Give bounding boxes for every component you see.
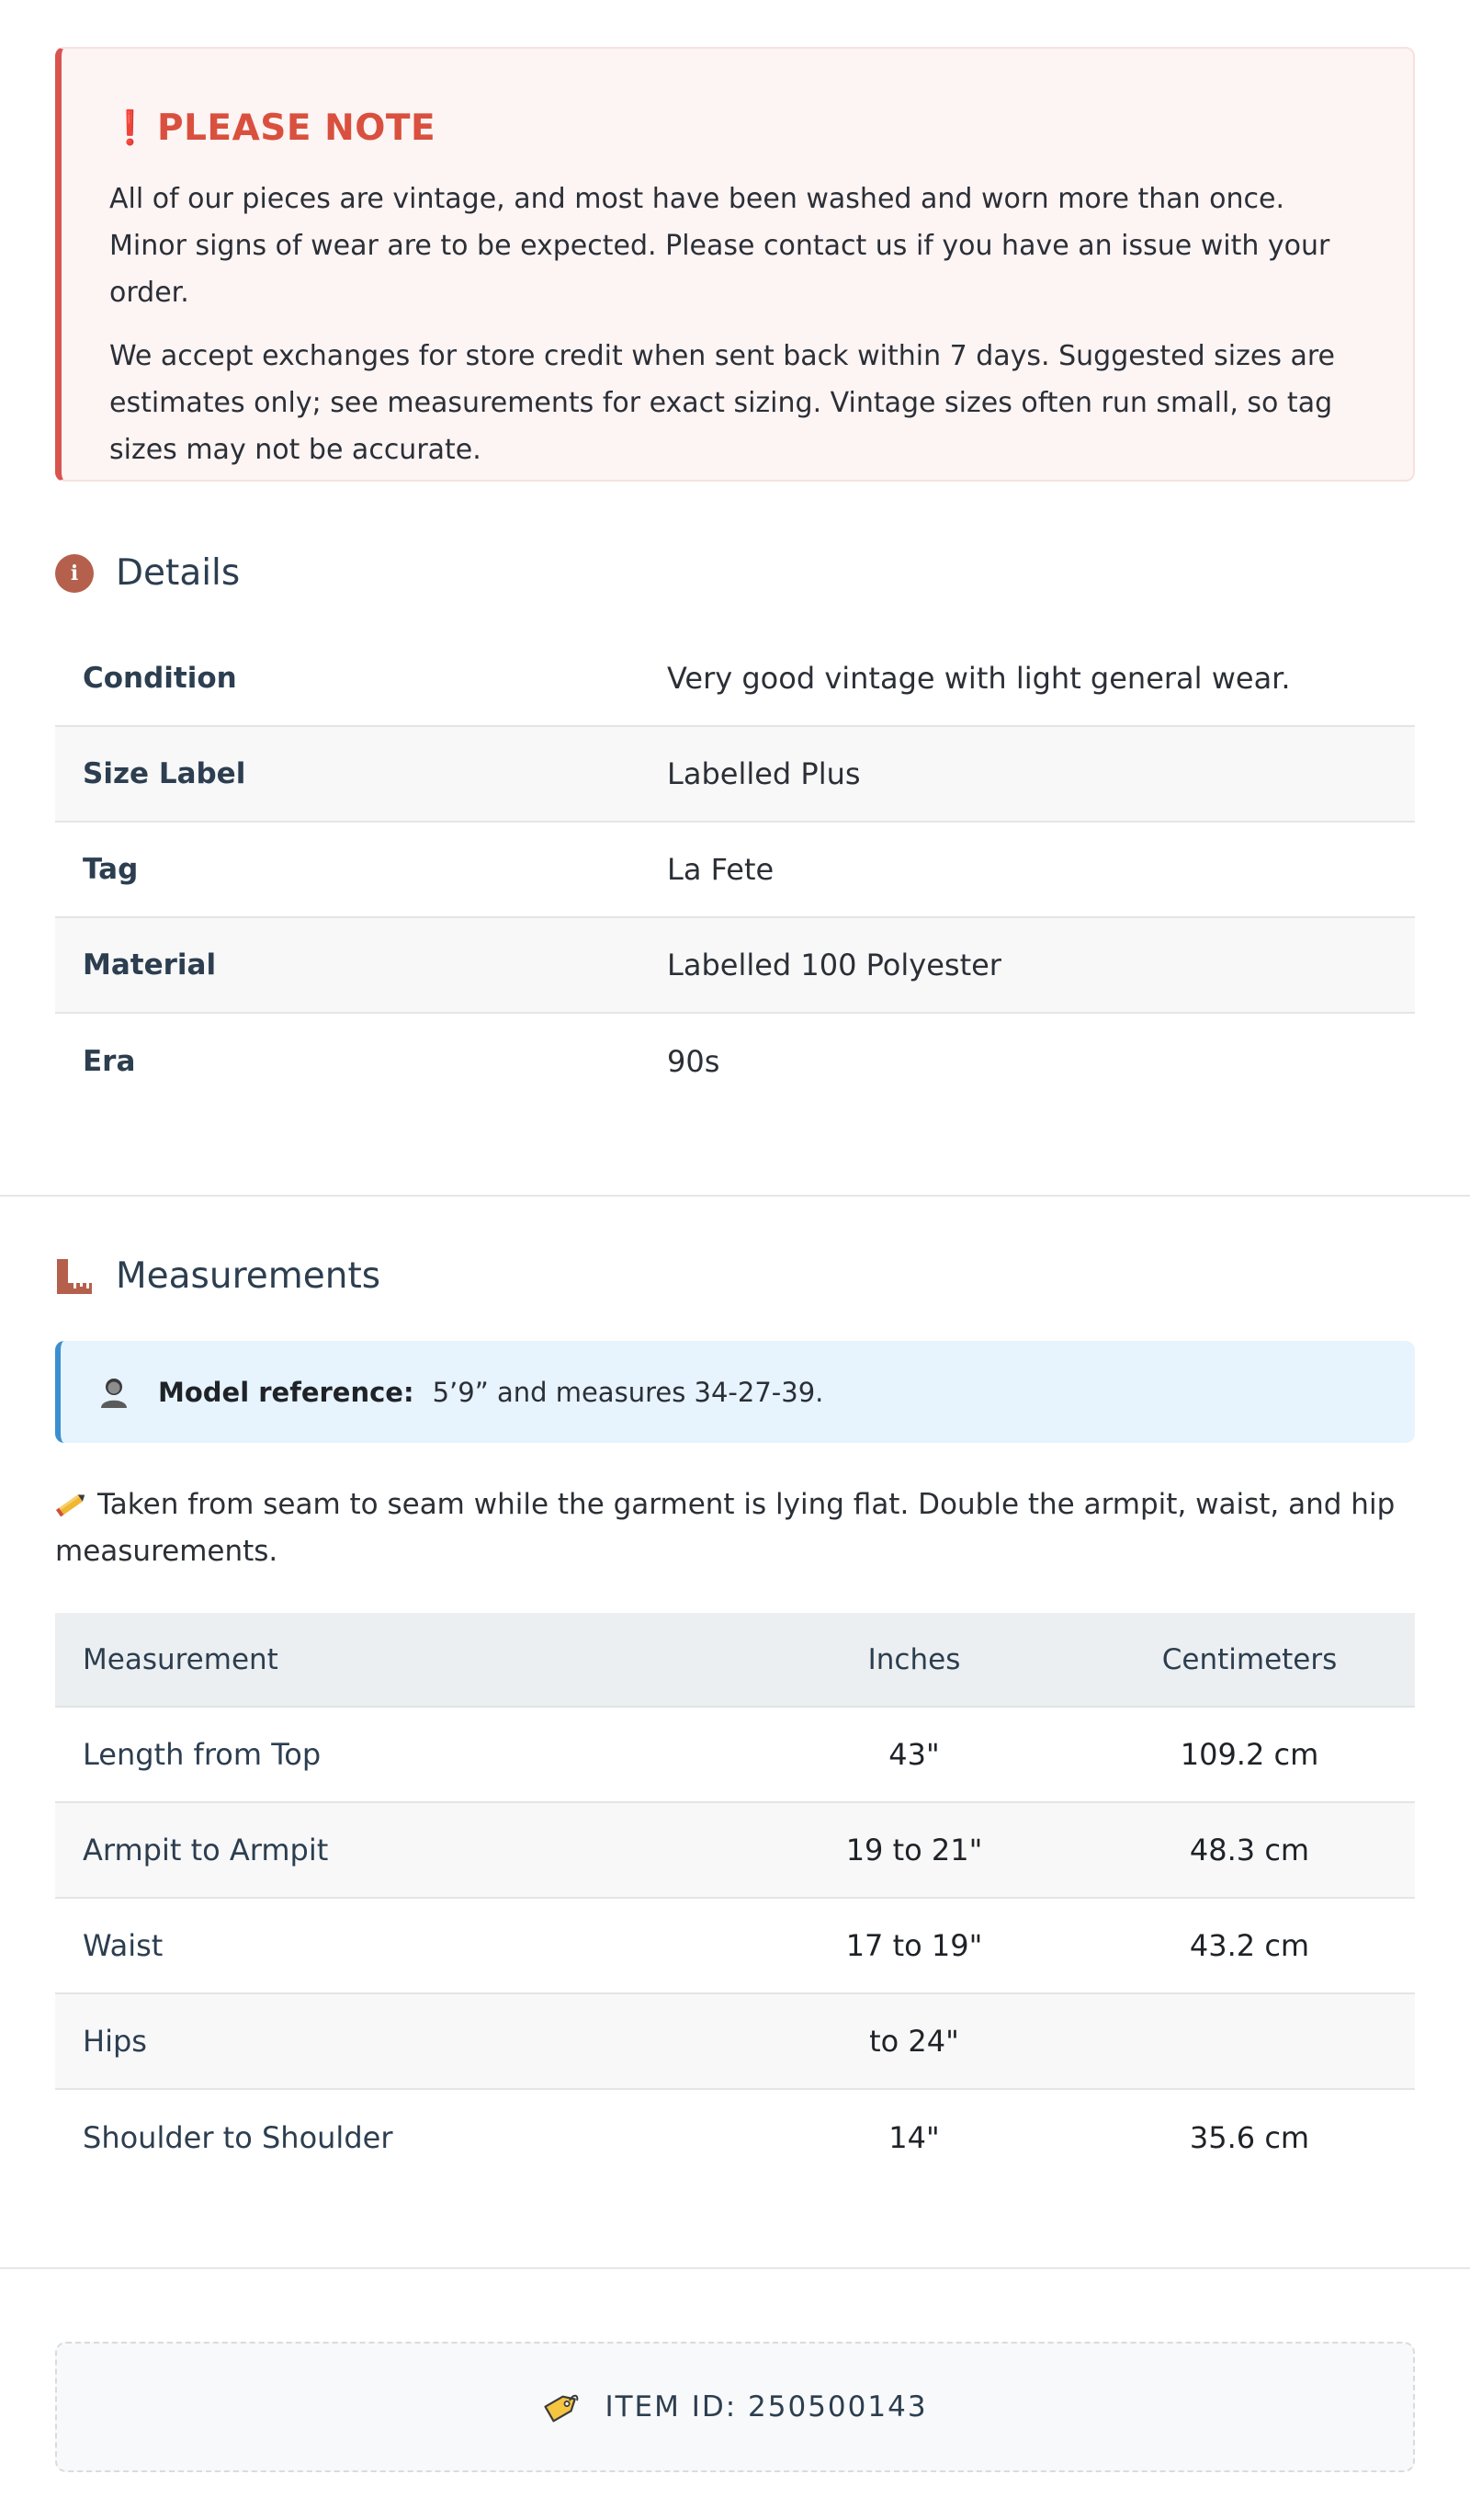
table-row bbox=[55, 917, 1415, 1013]
column-header: Inches bbox=[744, 1613, 1084, 1707]
details-title: Details bbox=[116, 552, 241, 594]
detail-value: Very good vintage with light general wear. bbox=[667, 630, 1415, 726]
measurement-cm: 109.2 cm bbox=[1084, 1707, 1415, 1802]
measurements-header bbox=[55, 1255, 380, 1297]
model-reference-label: Model reference: bbox=[158, 1376, 414, 1408]
table-row bbox=[55, 630, 1415, 726]
measurement-note-text: Taken from seam to seam while the garment is lying flat. Double the armpit, waist, and hip measurements. bbox=[55, 1488, 1396, 1568]
detail-label: Tag bbox=[55, 822, 667, 917]
exclamation-icon: ❗ bbox=[109, 109, 151, 147]
detail-label: Size Label bbox=[55, 726, 667, 822]
measurements-title: Measurements bbox=[116, 1255, 381, 1297]
measurement-inches: 17 to 19" bbox=[744, 1898, 1084, 1993]
detail-label: Era bbox=[83, 1044, 136, 1078]
measurement-note bbox=[55, 1481, 1415, 1575]
column-header: Measurement bbox=[55, 1613, 744, 1707]
measurements-table bbox=[55, 1613, 1415, 2185]
measurement-name: Armpit to Armpit bbox=[55, 1802, 744, 1898]
section-divider bbox=[0, 2267, 1470, 2269]
detail-label: Material bbox=[55, 917, 667, 1013]
table-row bbox=[55, 1802, 1415, 1898]
detail-value: Labelled Plus bbox=[667, 726, 1415, 822]
notice-header bbox=[109, 100, 1365, 155]
measurement-cm bbox=[1084, 1993, 1415, 2089]
item-id-label: ITEM ID: 250500143 bbox=[605, 2390, 928, 2424]
measurement-cm: 43.2 cm bbox=[1084, 1898, 1415, 1993]
details-header bbox=[55, 552, 240, 594]
item-id-box bbox=[55, 2342, 1415, 2472]
measurement-name: Shoulder to Shoulder bbox=[83, 2119, 393, 2155]
measurement-name: Length from Top bbox=[55, 1707, 744, 1802]
table-row bbox=[55, 726, 1415, 822]
measurement-inches: 14" bbox=[888, 2119, 940, 2155]
measurement-inches: 43" bbox=[744, 1707, 1084, 1802]
model-reference bbox=[55, 1341, 1415, 1443]
ruler-icon bbox=[55, 1257, 94, 1296]
person-icon bbox=[97, 1376, 130, 1409]
table-row bbox=[55, 1993, 1415, 2089]
notice-box bbox=[55, 47, 1415, 482]
detail-label: Condition bbox=[55, 630, 667, 726]
column-header: Centimeters bbox=[1084, 1613, 1415, 1707]
table-row bbox=[55, 1898, 1415, 1993]
detail-value: La Fete bbox=[667, 822, 1415, 917]
measurement-name: Hips bbox=[55, 1993, 744, 2089]
model-reference-text: 5’9” and measures 34-27-39. bbox=[432, 1376, 824, 1408]
measurement-inches: to 24" bbox=[744, 1993, 1084, 2089]
table-row bbox=[55, 822, 1415, 917]
section-divider bbox=[0, 1195, 1470, 1197]
details-table bbox=[55, 630, 1415, 1108]
measurement-name: Waist bbox=[55, 1898, 744, 1993]
notice-paragraph-2: We accept exchanges for store credit when sent back within 7 days. Suggested sizes are estimates only; see measurements for exact sizing. Vintage sizes often run small, so tag sizes may not be accurate. bbox=[109, 340, 1336, 466]
tag-icon bbox=[542, 2388, 581, 2426]
table-row bbox=[55, 1707, 1415, 1802]
notice-title: PLEASE NOTE bbox=[157, 107, 436, 149]
pencil-icon bbox=[55, 1490, 88, 1517]
table-header-row bbox=[55, 1613, 1415, 1707]
table-row bbox=[55, 1013, 1415, 1108]
table-row bbox=[55, 2089, 1415, 2185]
detail-value: Labelled 100 Polyester bbox=[667, 917, 1415, 1013]
detail-value: 90s bbox=[667, 1043, 720, 1079]
info-icon: i bbox=[55, 554, 94, 593]
measurement-cm: 35.6 cm bbox=[1189, 2119, 1310, 2155]
measurement-cm: 48.3 cm bbox=[1084, 1802, 1415, 1898]
measurement-inches: 19 to 21" bbox=[744, 1802, 1084, 1898]
notice-paragraph-1: All of our pieces are vintage, and most have been washed and worn more than once. Minor signs of wear are to be expected. Please contact us if you have an issue with your order. bbox=[109, 183, 1330, 309]
